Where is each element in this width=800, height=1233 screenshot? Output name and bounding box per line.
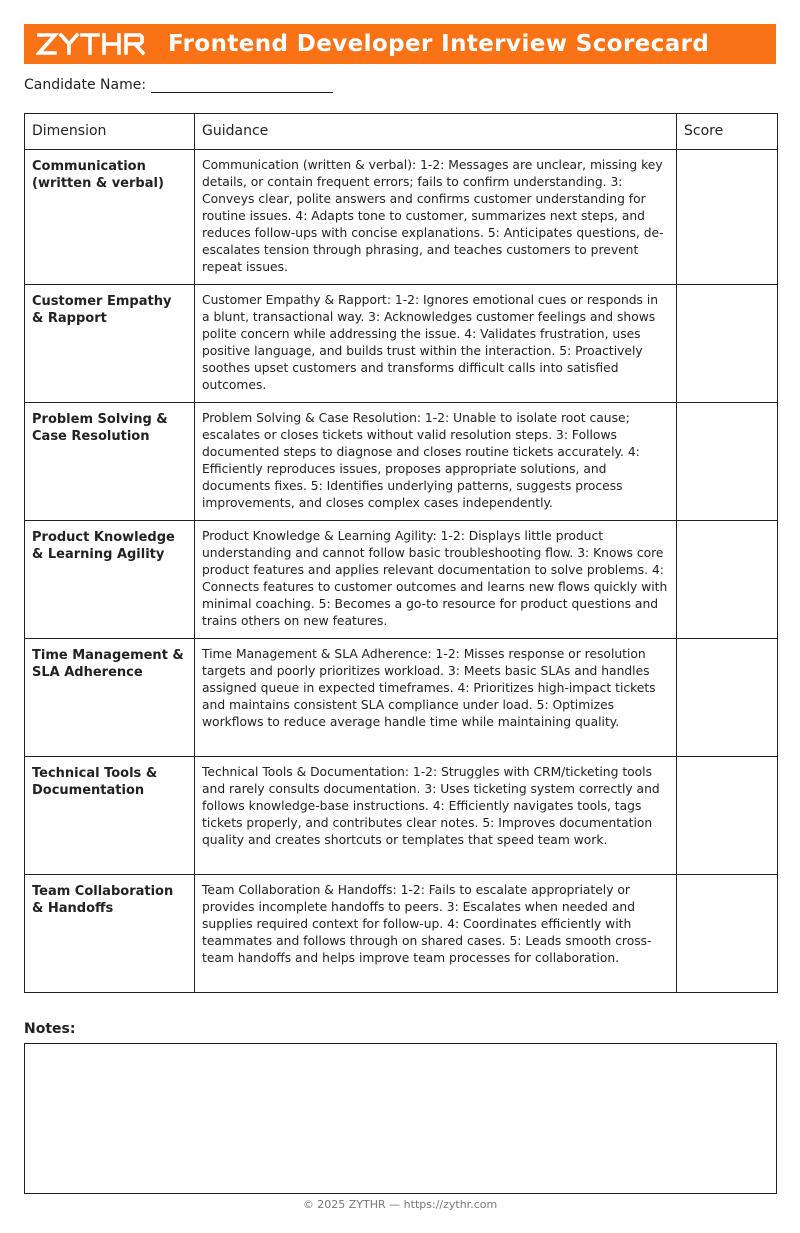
scorecard-table	[24, 113, 778, 993]
dimension-cell: Problem Solving & Case Resolution	[25, 403, 195, 521]
score-cell[interactable]	[677, 403, 778, 521]
table-row	[25, 875, 778, 993]
guidance-cell: Product Knowledge & Learning Agility: 1-2: Displays little product understanding and cannot follow basic troubleshooting flow. 3: Knows core product features and applies relevant documentation to solve problems. 4: Connects features to customer outcomes and learns new flows quickly with minimal coaching. 5: Becomes a go-to resource for product questions and trains others on new features.	[195, 521, 677, 639]
guidance-cell: Problem Solving & Case Resolution: 1-2: Unable to isolate root cause; escalates or closes tickets without valid resolution steps. 3: Follows documented steps to diagnose and closes routine tickets accurately. 4: Efficiently reproduces issues, proposes appropriate solutions, and documents fixes. 5: Identifies underlying patterns, suggests process improvements, and closes complex cases independently.	[195, 403, 677, 521]
candidate-name-field[interactable]	[151, 77, 333, 93]
guidance-header: Guidance	[195, 114, 677, 150]
score-header: Score	[677, 114, 778, 150]
notes-label: Notes:	[24, 1021, 76, 1037]
table-row	[25, 285, 778, 403]
score-cell[interactable]	[677, 639, 778, 757]
table-row	[25, 757, 778, 875]
zythr-logo	[36, 30, 148, 58]
score-cell[interactable]	[677, 150, 778, 285]
dimension-header: Dimension	[25, 114, 195, 150]
dimension-cell: Technical Tools & Documentation	[25, 757, 195, 875]
notes-box[interactable]	[24, 1043, 777, 1194]
score-cell[interactable]	[677, 285, 778, 403]
dimension-cell: Product Knowledge & Learning Agility	[25, 521, 195, 639]
table-row	[25, 150, 778, 285]
guidance-cell: Customer Empathy & Rapport: 1-2: Ignores emotional cues or responds in a blunt, transactional way. 3: Acknowledges customer feelings and shows polite concern while addressing the issue. 4: Validates frustration, uses positive language, and builds trust within the interaction. 5: Proactively soothes upset customers and transforms difficult calls into satisfied outcomes.	[195, 285, 677, 403]
score-cell[interactable]	[677, 757, 778, 875]
candidate-name-row	[24, 77, 333, 93]
score-cell[interactable]	[677, 521, 778, 639]
table-row	[25, 639, 778, 757]
guidance-cell: Communication (written & verbal): 1-2: Messages are unclear, missing key details, or contain frequent errors; fails to confirm understanding. 3: Conveys clear, polite answers and confirms customer understanding for routine issues. 4: Adapts tone to customer, summarizes next steps, and reduces follow-ups with concise explanations. 5: Anticipates questions, de-escalates tension through phrasing, and teaches customers to prevent repeat issues.	[195, 150, 677, 285]
page-title: Frontend Developer Interview Scorecard	[168, 31, 710, 57]
dimension-cell: Time Management & SLA Adherence	[25, 639, 195, 757]
table-row	[25, 403, 778, 521]
dimension-cell: Customer Empathy & Rapport	[25, 285, 195, 403]
header-banner	[24, 24, 776, 64]
guidance-cell: Time Management & SLA Adherence: 1-2: Misses response or resolution targets and poorly prioritizes workload. 3: Meets basic SLAs and handles assigned queue in expected timeframes. 4: Prioritizes high-impact tickets and maintains consistent SLA compliance under load. 5: Optimizes workflows to reduce average handle time while maintaining quality.	[195, 639, 677, 757]
guidance-cell: Team Collaboration & Handoffs: 1-2: Fails to escalate appropriately or provides incomplete handoffs to peers. 3: Escalates when needed and supplies required context for follow-up. 4: Coordinates efficiently with teammates and follows through on shared cases. 5: Leads smooth cross-team handoffs and helps improve team processes for collaboration.	[195, 875, 677, 993]
guidance-cell: Technical Tools & Documentation: 1-2: Struggles with CRM/ticketing tools and rarely consults documentation. 3: Uses ticketing system correctly and follows knowledge-base instructions. 4: Efficiently navigates tools, tags tickets properly, and contributes clear notes. 5: Improves documentation quality and creates shortcuts or templates that speed team work.	[195, 757, 677, 875]
footer-text: © 2025 ZYTHR — https://zythr.com	[302, 1198, 498, 1211]
table-header-row	[25, 114, 778, 150]
score-cell[interactable]	[677, 875, 778, 993]
candidate-name-label: Candidate Name:	[24, 77, 147, 93]
dimension-cell: Communication (written & verbal)	[25, 150, 195, 285]
dimension-cell: Team Collaboration & Handoffs	[25, 875, 195, 993]
table-row	[25, 521, 778, 639]
